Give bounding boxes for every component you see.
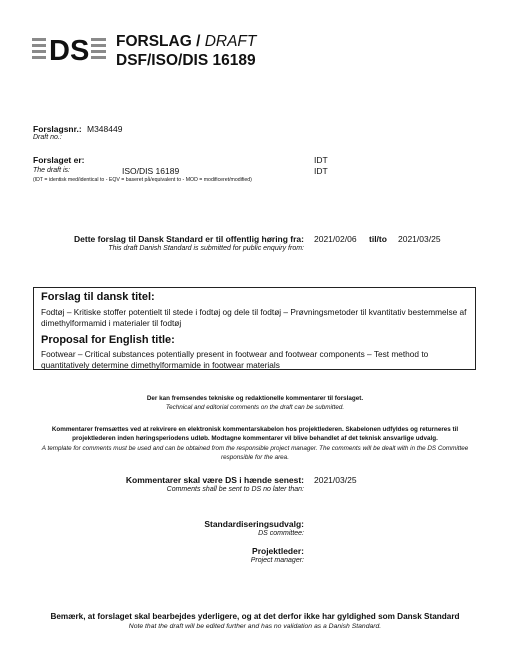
danish-title-heading: Forslag til dansk titel: (41, 291, 155, 303)
draft-is-code-1: IDT (314, 155, 328, 165)
enquiry-sublabel: This draft Danish Standard is submitted for public enquiry from: (108, 245, 304, 252)
draft-is-label: Forslaget er: (33, 155, 85, 165)
enquiry-from-date: 2021/02/06 (314, 234, 357, 244)
draft-is-sublabel: The draft is: (33, 167, 70, 174)
project-manager-label: Projektleder: (252, 546, 304, 556)
standard-number: DSF/ISO/DIS 16189 (116, 52, 256, 69)
ds-logo (32, 34, 110, 64)
comments-procedure: Kommentarer fremsættes ved at rekvirere en elektronisk kommentarskabelon hos projektlederen. Skabelonen udfyldes og returneres til projektlederen inden høringsperiodens udløb. Modtagne kommentarer vil blive behandlet af det teknisk ansvarlige udvalg. (51, 426, 459, 442)
enquiry-label: Dette forslag til Dansk Standard er til offentlig høring fra: (74, 234, 304, 244)
danish-title-text: Fodtøj – Kritiske stoffer potentielt til stede i fodtøj og dele til fodtøj – Prøvningsmetoder til kvantitativ bestemmelse af dimethylformamid i materialer til fodtøj (41, 307, 467, 328)
document-title (116, 33, 256, 51)
enquiry-to-date: 2021/03/25 (398, 234, 441, 244)
draft-no-label: Forslagsnr.: (33, 124, 82, 134)
english-title-text: Footwear – Critical substances potentially present in footwear and footwear components – Test method to quantitatively determine dimethylformamide in footwear materials (41, 349, 429, 370)
validity-note: Bemærk, at forslaget skal bearbejdes yderligere, og at det derfor ikke har gyldighed som Dansk Standard (50, 612, 460, 621)
deadline-sublabel: Comments shall be sent to DS no later than: (166, 486, 304, 493)
english-title-heading: Proposal for English title: (41, 334, 175, 346)
logo-text: DS (49, 35, 90, 64)
draft-no-sublabel: Draft no.: (33, 134, 62, 141)
logo-stripes-left (32, 38, 46, 59)
project-manager-sublabel: Project manager: (250, 557, 304, 564)
draft-no-value: M348449 (87, 124, 123, 134)
draft-is-value: ISO/DIS 16189 (122, 166, 180, 176)
comments-info: Der kan fremsendes tekniske og redaktionelle kommentarer til forslaget. (146, 395, 364, 402)
committee-label: Standardiseringsudvalg: (204, 519, 304, 529)
equivalence-legend: (IDT = identisk med/identical to - EQV = baseret på/equivalent to - MOD = modificeret/modified) (33, 177, 252, 183)
deadline-label: Kommentarer skal være DS i hænde senest: (125, 475, 304, 485)
committee-sublabel: DS committee: (258, 530, 304, 537)
logo-stripes-right (91, 38, 106, 59)
title-box (33, 287, 476, 370)
deadline-date: 2021/03/25 (314, 475, 357, 485)
comments-info-en: Technical and editorial comments on the draft can be submitted. (165, 404, 345, 411)
title-bold: FORSLAG / (116, 33, 205, 50)
enquiry-to-label: til/to (369, 234, 387, 244)
comments-procedure-en: A template for comments must be used and can be obtained from the responsible project manager. The comments will be dealt with in the DS Committee responsible for the area. (41, 445, 469, 461)
validity-note-en: Note that the draft will be edited further and has no validation as a Danish Standard. (128, 623, 382, 630)
draft-is-code-2: IDT (314, 166, 328, 176)
title-italic: DRAFT (204, 33, 257, 50)
